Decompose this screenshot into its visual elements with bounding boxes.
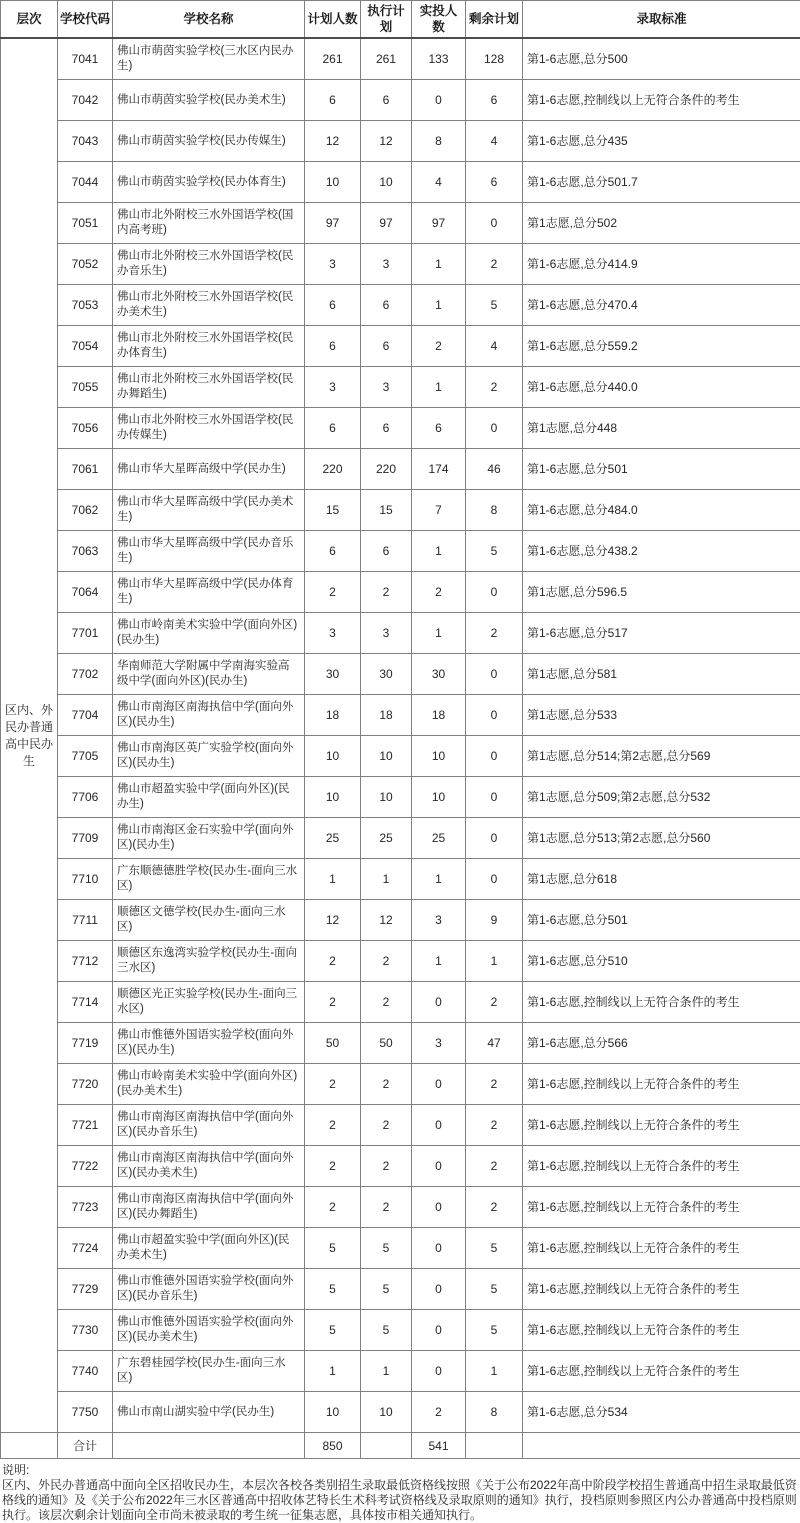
actual-cell: 174 <box>412 449 466 490</box>
remain-cell: 5 <box>466 285 523 326</box>
code-cell: 7724 <box>58 1228 113 1269</box>
footnote-body: 区内、外民办普通高中面向全区招收民办生，本层次各校各类别招生录取最低资格线按照《关于公布2022年高中阶段学校招生普通高中招生录取最低资格线的通知》及《关于公布2022年三水区普通高中招收体艺特长生术科考试资格线及录取原则的通知》执行，投档原则参照区内公办普通高中投档原则执行。该层次剩余计划面向全市尚未被录取的考生统一征集志愿，具体按市相关通知执行。 <box>2 1478 798 1523</box>
name-cell: 顺德区东逸湾实验学校(民办生-面向三水区) <box>113 941 305 982</box>
exec-cell: 6 <box>361 285 412 326</box>
name-cell: 广东顺德德胜学校(民办生-面向三水区) <box>113 859 305 900</box>
code-cell: 7052 <box>58 244 113 285</box>
standard-cell: 第1-6志愿,总分517 <box>523 613 800 654</box>
table-row <box>1 1392 800 1433</box>
remain-cell: 5 <box>466 1269 523 1310</box>
standard-cell: 第1-6志愿,总分501 <box>523 449 800 490</box>
code-cell: 7714 <box>58 982 113 1023</box>
standard-cell: 第1-6志愿,总分501.7 <box>523 162 800 203</box>
standard-cell: 第1-6志愿,总分566 <box>523 1023 800 1064</box>
remain-cell: 0 <box>466 777 523 818</box>
actual-cell: 2 <box>412 572 466 613</box>
plan-cell: 2 <box>305 1105 361 1146</box>
plan-cell: 3 <box>305 613 361 654</box>
exec-cell: 5 <box>361 1310 412 1351</box>
actual-cell: 10 <box>412 736 466 777</box>
exec-cell: 10 <box>361 162 412 203</box>
table-row <box>1 1351 800 1392</box>
plan-cell: 10 <box>305 162 361 203</box>
plan-cell: 5 <box>305 1310 361 1351</box>
table-row <box>1 408 800 449</box>
plan-cell: 10 <box>305 1392 361 1433</box>
exec-cell: 10 <box>361 777 412 818</box>
remain-cell: 128 <box>466 38 523 80</box>
name-cell: 广东碧桂园学校(民办生-面向三水区) <box>113 1351 305 1392</box>
name-cell: 佛山市南海区南海执信中学(面向外区)(民办生) <box>113 695 305 736</box>
footnote-title: 说明: <box>2 1463 798 1478</box>
plan-cell: 30 <box>305 654 361 695</box>
actual-cell: 1 <box>412 941 466 982</box>
code-cell: 7702 <box>58 654 113 695</box>
exec-cell: 5 <box>361 1269 412 1310</box>
table-row <box>1 613 800 654</box>
plan-cell: 25 <box>305 818 361 859</box>
total-standard-cell <box>523 1433 800 1459</box>
remain-cell: 5 <box>466 531 523 572</box>
table-row <box>1 777 800 818</box>
actual-cell: 0 <box>412 1146 466 1187</box>
plan-cell: 10 <box>305 777 361 818</box>
code-cell: 7704 <box>58 695 113 736</box>
standard-cell: 第1-6志愿,控制线以上无符合条件的考生 <box>523 1187 800 1228</box>
footnote <box>0 1459 800 1523</box>
table-row <box>1 121 800 162</box>
actual-cell: 1 <box>412 613 466 654</box>
code-cell: 7061 <box>58 449 113 490</box>
code-cell: 7055 <box>58 367 113 408</box>
remain-cell: 0 <box>466 572 523 613</box>
name-cell: 佛山市北外附校三水外国语学校(民办美术生) <box>113 285 305 326</box>
standard-cell: 第1志愿,总分513;第2志愿,总分560 <box>523 818 800 859</box>
remain-cell: 2 <box>466 1187 523 1228</box>
table-row <box>1 818 800 859</box>
table-row <box>1 736 800 777</box>
actual-cell: 0 <box>412 1269 466 1310</box>
plan-cell: 261 <box>305 38 361 80</box>
plan-cell: 6 <box>305 531 361 572</box>
code-cell: 7712 <box>58 941 113 982</box>
name-cell: 佛山市惟德外国语实验学校(面向外区)(民办音乐生) <box>113 1269 305 1310</box>
actual-cell: 4 <box>412 162 466 203</box>
name-cell: 佛山市华大星晖高级中学(民办美术生) <box>113 490 305 531</box>
remain-cell: 2 <box>466 244 523 285</box>
plan-cell: 2 <box>305 1064 361 1105</box>
name-cell: 顺德区文德学校(民办生-面向三水区) <box>113 900 305 941</box>
header-row <box>1 1 800 39</box>
remain-cell: 0 <box>466 859 523 900</box>
remain-cell: 9 <box>466 900 523 941</box>
code-cell: 7051 <box>58 203 113 244</box>
code-cell: 7044 <box>58 162 113 203</box>
code-cell: 7720 <box>58 1064 113 1105</box>
remain-cell: 5 <box>466 1228 523 1269</box>
column-header-standard: 录取标准 <box>523 1 800 39</box>
plan-cell: 12 <box>305 121 361 162</box>
actual-cell: 7 <box>412 490 466 531</box>
exec-cell: 6 <box>361 80 412 121</box>
name-cell: 佛山市华大星晖高级中学(民办体育生) <box>113 572 305 613</box>
table-row <box>1 695 800 736</box>
table-row <box>1 326 800 367</box>
remain-cell: 0 <box>466 695 523 736</box>
plan-cell: 220 <box>305 449 361 490</box>
table-row <box>1 531 800 572</box>
standard-cell: 第1-6志愿,控制线以上无符合条件的考生 <box>523 982 800 1023</box>
remain-cell: 6 <box>466 162 523 203</box>
code-cell: 7721 <box>58 1105 113 1146</box>
table-row <box>1 367 800 408</box>
code-cell: 7041 <box>58 38 113 80</box>
exec-cell: 6 <box>361 408 412 449</box>
exec-cell: 5 <box>361 1228 412 1269</box>
column-header-exec: 执行计划 <box>361 1 412 39</box>
actual-cell: 8 <box>412 121 466 162</box>
actual-cell: 0 <box>412 1228 466 1269</box>
plan-cell: 50 <box>305 1023 361 1064</box>
actual-cell: 1 <box>412 244 466 285</box>
column-header-remain: 剩余计划 <box>466 1 523 39</box>
standard-cell: 第1-6志愿,总分510 <box>523 941 800 982</box>
standard-cell: 第1-6志愿,总分414.9 <box>523 244 800 285</box>
name-cell: 佛山市北外附校三水外国语学校(国内高考班) <box>113 203 305 244</box>
name-cell: 顺德区光正实验学校(民办生-面向三水区) <box>113 982 305 1023</box>
remain-cell: 8 <box>466 1392 523 1433</box>
code-cell: 7705 <box>58 736 113 777</box>
exec-cell: 6 <box>361 326 412 367</box>
exec-cell: 6 <box>361 531 412 572</box>
plan-cell: 10 <box>305 736 361 777</box>
name-cell: 佛山市华大星晖高级中学(民办音乐生) <box>113 531 305 572</box>
code-cell: 7054 <box>58 326 113 367</box>
table-row <box>1 38 800 80</box>
standard-cell: 第1-6志愿,总分501 <box>523 900 800 941</box>
code-cell: 7053 <box>58 285 113 326</box>
code-cell: 7043 <box>58 121 113 162</box>
plan-cell: 5 <box>305 1228 361 1269</box>
remain-cell: 2 <box>466 1064 523 1105</box>
exec-cell: 12 <box>361 900 412 941</box>
name-cell: 佛山市萌茵实验学校(民办体育生) <box>113 162 305 203</box>
level-cell: 区内、外民办普通高中民办生 <box>1 38 58 1433</box>
name-cell: 佛山市南海区英广实验学校(面向外区)(民办生) <box>113 736 305 777</box>
column-header-name: 学校名称 <box>113 1 305 39</box>
name-cell: 佛山市萌茵实验学校(民办传媒生) <box>113 121 305 162</box>
actual-cell: 0 <box>412 1351 466 1392</box>
code-cell: 7056 <box>58 408 113 449</box>
column-header-level: 层次 <box>1 1 58 39</box>
exec-cell: 2 <box>361 1105 412 1146</box>
column-header-actual: 实投人数 <box>412 1 466 39</box>
standard-cell: 第1志愿,总分581 <box>523 654 800 695</box>
plan-cell: 2 <box>305 572 361 613</box>
total-plan-cell: 850 <box>305 1433 361 1459</box>
remain-cell: 1 <box>466 1351 523 1392</box>
standard-cell: 第1-6志愿,总分440.0 <box>523 367 800 408</box>
standard-cell: 第1志愿,总分618 <box>523 859 800 900</box>
actual-cell: 0 <box>412 1310 466 1351</box>
name-cell: 佛山市惟德外国语实验学校(面向外区)(民办生) <box>113 1023 305 1064</box>
actual-cell: 2 <box>412 1392 466 1433</box>
exec-cell: 25 <box>361 818 412 859</box>
exec-cell: 2 <box>361 941 412 982</box>
plan-cell: 5 <box>305 1269 361 1310</box>
standard-cell: 第1-6志愿,控制线以上无符合条件的考生 <box>523 1351 800 1392</box>
exec-cell: 30 <box>361 654 412 695</box>
exec-cell: 15 <box>361 490 412 531</box>
standard-cell: 第1-6志愿,总分500 <box>523 38 800 80</box>
actual-cell: 0 <box>412 1187 466 1228</box>
code-cell: 7064 <box>58 572 113 613</box>
standard-cell: 第1-6志愿,控制线以上无符合条件的考生 <box>523 1105 800 1146</box>
name-cell: 佛山市南海区南海执信中学(面向外区)(民办舞蹈生) <box>113 1187 305 1228</box>
standard-cell: 第1-6志愿,总分470.4 <box>523 285 800 326</box>
standard-cell: 第1志愿,总分533 <box>523 695 800 736</box>
actual-cell: 97 <box>412 203 466 244</box>
exec-cell: 97 <box>361 203 412 244</box>
plan-cell: 6 <box>305 285 361 326</box>
standard-cell: 第1-6志愿,控制线以上无符合条件的考生 <box>523 1146 800 1187</box>
name-cell: 华南师范大学附属中学南海实验高级中学(面向外区)(民办生) <box>113 654 305 695</box>
actual-cell: 0 <box>412 982 466 1023</box>
code-cell: 7729 <box>58 1269 113 1310</box>
code-cell: 7710 <box>58 859 113 900</box>
name-cell: 佛山市北外附校三水外国语学校(民办舞蹈生) <box>113 367 305 408</box>
plan-cell: 12 <box>305 900 361 941</box>
remain-cell: 46 <box>466 449 523 490</box>
exec-cell: 261 <box>361 38 412 80</box>
remain-cell: 2 <box>466 367 523 408</box>
plan-cell: 15 <box>305 490 361 531</box>
code-cell: 7740 <box>58 1351 113 1392</box>
plan-cell: 3 <box>305 244 361 285</box>
table-row <box>1 900 800 941</box>
remain-cell: 5 <box>466 1310 523 1351</box>
total-name-cell <box>113 1433 305 1459</box>
name-cell: 佛山市萌茵实验学校(民办美术生) <box>113 80 305 121</box>
remain-cell: 8 <box>466 490 523 531</box>
standard-cell: 第1-6志愿,总分484.0 <box>523 490 800 531</box>
total-actual-cell: 541 <box>412 1433 466 1459</box>
standard-cell: 第1志愿,总分448 <box>523 408 800 449</box>
remain-cell: 0 <box>466 203 523 244</box>
table-row <box>1 1310 800 1351</box>
exec-cell: 2 <box>361 1187 412 1228</box>
remain-cell: 0 <box>466 818 523 859</box>
name-cell: 佛山市北外附校三水外国语学校(民办体育生) <box>113 326 305 367</box>
code-cell: 7722 <box>58 1146 113 1187</box>
level-cell-empty <box>1 1433 58 1459</box>
name-cell: 佛山市南海区南海执信中学(面向外区)(民办美术生) <box>113 1146 305 1187</box>
exec-cell: 3 <box>361 244 412 285</box>
plan-cell: 6 <box>305 326 361 367</box>
name-cell: 佛山市南山湖实验中学(民办生) <box>113 1392 305 1433</box>
code-cell: 7709 <box>58 818 113 859</box>
name-cell: 佛山市萌茵实验学校(三水区内民办生) <box>113 38 305 80</box>
name-cell: 佛山市惟德外国语实验学校(面向外区)(民办美术生) <box>113 1310 305 1351</box>
code-cell: 7719 <box>58 1023 113 1064</box>
actual-cell: 1 <box>412 859 466 900</box>
standard-cell: 第1-6志愿,总分534 <box>523 1392 800 1433</box>
actual-cell: 2 <box>412 326 466 367</box>
exec-cell: 2 <box>361 982 412 1023</box>
exec-cell: 3 <box>361 367 412 408</box>
exec-cell: 220 <box>361 449 412 490</box>
table-row <box>1 941 800 982</box>
remain-cell: 2 <box>466 613 523 654</box>
exec-cell: 10 <box>361 1392 412 1433</box>
actual-cell: 0 <box>412 1064 466 1105</box>
total-remain-cell <box>466 1433 523 1459</box>
table-row <box>1 1269 800 1310</box>
exec-cell: 2 <box>361 572 412 613</box>
table-row <box>1 572 800 613</box>
exec-cell: 18 <box>361 695 412 736</box>
name-cell: 佛山市华大星晖高级中学(民办生) <box>113 449 305 490</box>
exec-cell: 12 <box>361 121 412 162</box>
standard-cell: 第1-6志愿,总分559.2 <box>523 326 800 367</box>
name-cell: 佛山市南海区金石实验中学(面向外区)(民办生) <box>113 818 305 859</box>
remain-cell: 6 <box>466 80 523 121</box>
actual-cell: 133 <box>412 38 466 80</box>
total-label-cell: 合计 <box>58 1433 113 1459</box>
table-row <box>1 1105 800 1146</box>
code-cell: 7706 <box>58 777 113 818</box>
plan-cell: 1 <box>305 859 361 900</box>
table-row <box>1 654 800 695</box>
actual-cell: 3 <box>412 1023 466 1064</box>
table-row <box>1 490 800 531</box>
code-cell: 7730 <box>58 1310 113 1351</box>
code-cell: 7723 <box>58 1187 113 1228</box>
code-cell: 7711 <box>58 900 113 941</box>
table-row <box>1 1146 800 1187</box>
remain-cell: 4 <box>466 326 523 367</box>
actual-cell: 10 <box>412 777 466 818</box>
standard-cell: 第1志愿,总分596.5 <box>523 572 800 613</box>
actual-cell: 3 <box>412 900 466 941</box>
actual-cell: 0 <box>412 80 466 121</box>
code-cell: 7062 <box>58 490 113 531</box>
standard-cell: 第1-6志愿,控制线以上无符合条件的考生 <box>523 1064 800 1105</box>
plan-cell: 6 <box>305 408 361 449</box>
code-cell: 7063 <box>58 531 113 572</box>
standard-cell: 第1志愿,总分509;第2志愿,总分532 <box>523 777 800 818</box>
name-cell: 佛山市岭南美术实验中学(面向外区)(民办生) <box>113 613 305 654</box>
actual-cell: 1 <box>412 531 466 572</box>
table-row <box>1 859 800 900</box>
table-row <box>1 982 800 1023</box>
name-cell: 佛山市南海区南海执信中学(面向外区)(民办音乐生) <box>113 1105 305 1146</box>
exec-cell: 1 <box>361 1351 412 1392</box>
remain-cell: 1 <box>466 941 523 982</box>
standard-cell: 第1志愿,总分502 <box>523 203 800 244</box>
code-cell: 7750 <box>58 1392 113 1433</box>
standard-cell: 第1志愿,总分514;第2志愿,总分569 <box>523 736 800 777</box>
name-cell: 佛山市北外附校三水外国语学校(民办传媒生) <box>113 408 305 449</box>
plan-cell: 3 <box>305 367 361 408</box>
total-exec-cell <box>361 1433 412 1459</box>
table-row <box>1 244 800 285</box>
remain-cell: 0 <box>466 736 523 777</box>
remain-cell: 2 <box>466 982 523 1023</box>
actual-cell: 6 <box>412 408 466 449</box>
table-row <box>1 80 800 121</box>
standard-cell: 第1-6志愿,控制线以上无符合条件的考生 <box>523 80 800 121</box>
table-row <box>1 203 800 244</box>
total-row <box>1 1433 800 1459</box>
actual-cell: 30 <box>412 654 466 695</box>
exec-cell: 50 <box>361 1023 412 1064</box>
actual-cell: 1 <box>412 367 466 408</box>
table-row <box>1 285 800 326</box>
code-cell: 7701 <box>58 613 113 654</box>
remain-cell: 47 <box>466 1023 523 1064</box>
standard-cell: 第1-6志愿,控制线以上无符合条件的考生 <box>523 1310 800 1351</box>
exec-cell: 3 <box>361 613 412 654</box>
standard-cell: 第1-6志愿,总分435 <box>523 121 800 162</box>
plan-cell: 1 <box>305 1351 361 1392</box>
standard-cell: 第1-6志愿,控制线以上无符合条件的考生 <box>523 1228 800 1269</box>
plan-cell: 2 <box>305 1146 361 1187</box>
name-cell: 佛山市超盈实验中学(面向外区)(民办美术生) <box>113 1228 305 1269</box>
remain-cell: 0 <box>466 408 523 449</box>
plan-cell: 2 <box>305 941 361 982</box>
table-row <box>1 1228 800 1269</box>
table-row <box>1 1023 800 1064</box>
exec-cell: 2 <box>361 1146 412 1187</box>
standard-cell: 第1-6志愿,控制线以上无符合条件的考生 <box>523 1269 800 1310</box>
remain-cell: 2 <box>466 1105 523 1146</box>
table-row <box>1 449 800 490</box>
actual-cell: 1 <box>412 285 466 326</box>
exec-cell: 2 <box>361 1064 412 1105</box>
actual-cell: 18 <box>412 695 466 736</box>
exec-cell: 1 <box>361 859 412 900</box>
plan-cell: 2 <box>305 1187 361 1228</box>
name-cell: 佛山市北外附校三水外国语学校(民办音乐生) <box>113 244 305 285</box>
actual-cell: 0 <box>412 1105 466 1146</box>
plan-cell: 18 <box>305 695 361 736</box>
column-header-code: 学校代码 <box>58 1 113 39</box>
plan-cell: 97 <box>305 203 361 244</box>
exec-cell: 10 <box>361 736 412 777</box>
plan-cell: 2 <box>305 982 361 1023</box>
table-row <box>1 1187 800 1228</box>
remain-cell: 0 <box>466 654 523 695</box>
standard-cell: 第1-6志愿,总分438.2 <box>523 531 800 572</box>
column-header-plan: 计划人数 <box>305 1 361 39</box>
table-row <box>1 1064 800 1105</box>
actual-cell: 25 <box>412 818 466 859</box>
plan-cell: 6 <box>305 80 361 121</box>
remain-cell: 4 <box>466 121 523 162</box>
name-cell: 佛山市岭南美术实验中学(面向外区)(民办美术生) <box>113 1064 305 1105</box>
name-cell: 佛山市超盈实验中学(面向外区)(民办生) <box>113 777 305 818</box>
remain-cell: 2 <box>466 1146 523 1187</box>
code-cell: 7042 <box>58 80 113 121</box>
table-row <box>1 162 800 203</box>
